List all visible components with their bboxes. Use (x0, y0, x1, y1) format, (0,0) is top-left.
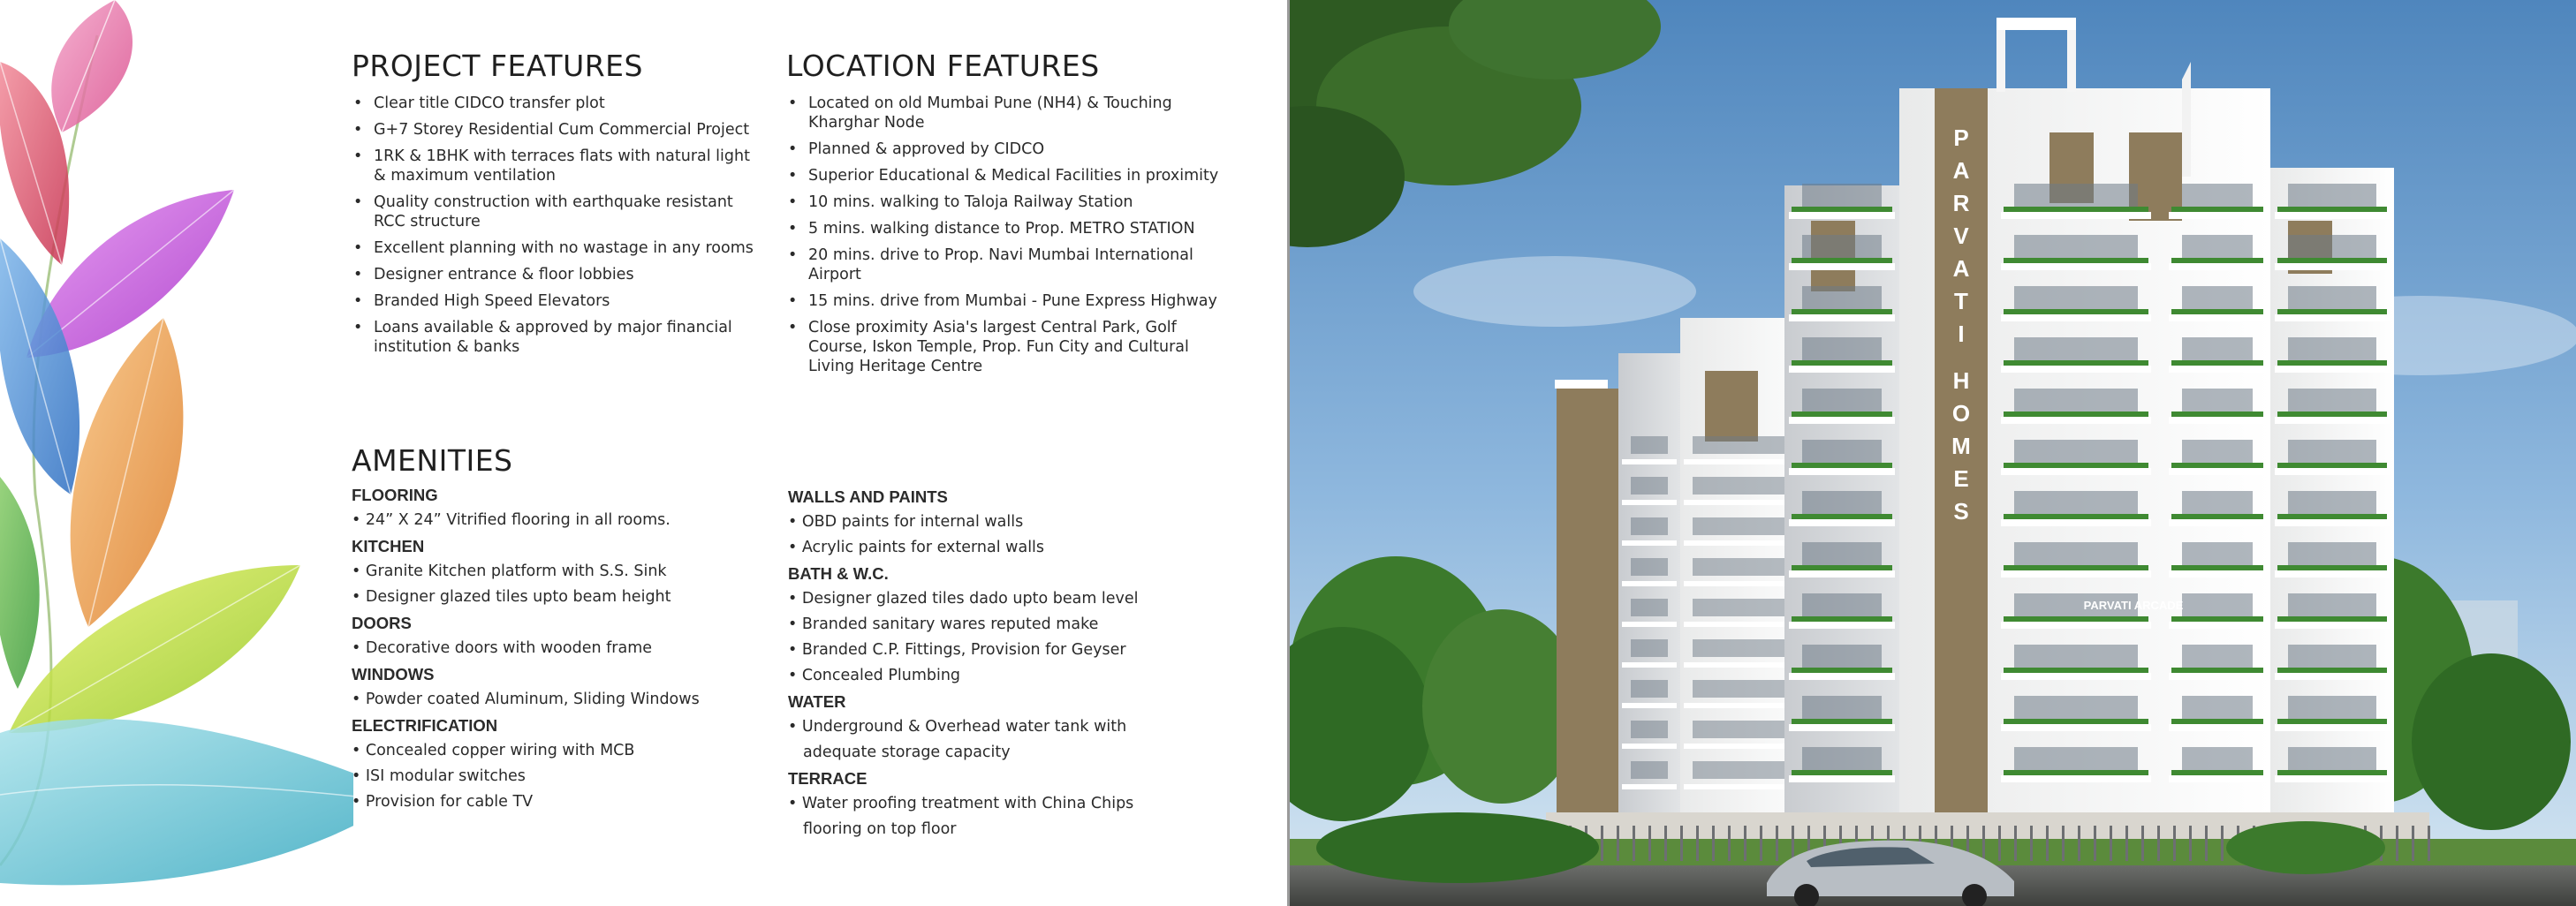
balcony-planter (2171, 514, 2263, 519)
project-features-list (352, 94, 758, 357)
window (2014, 440, 2138, 463)
balcony-rail (2001, 775, 2151, 782)
balcony-rail (2001, 519, 2151, 526)
list-item: • Loans available & approved by major financial institution & banks (352, 318, 758, 357)
list-item: • Concealed copper wiring with MCB (352, 742, 635, 759)
list-item: • ISI modular switches (352, 767, 526, 785)
list-item: • Designer glazed tiles upto beam height (352, 588, 671, 606)
list-item: • Provision for cable TV (352, 793, 534, 811)
window (1802, 286, 1882, 309)
balcony-rail (1622, 703, 1677, 708)
balcony-planter (2277, 668, 2387, 673)
window (1631, 436, 1668, 454)
electrification-heading: ELECTRIFICATION (352, 716, 498, 735)
window (2014, 337, 2138, 360)
window (2288, 491, 2376, 514)
fence-post (2030, 826, 2033, 861)
balcony-rail (1622, 784, 1677, 789)
window (1631, 558, 1668, 576)
balcony-rail (2275, 724, 2390, 731)
balcony-rail (2169, 314, 2266, 321)
balcony-planter (2171, 668, 2263, 673)
balcony-planter (2171, 616, 2263, 622)
balcony-rail (2275, 212, 2390, 219)
balcony-rail (2001, 622, 2151, 629)
fence-post (1648, 826, 1651, 861)
balcony-rail (2001, 417, 2151, 424)
amenities-section (352, 443, 740, 815)
window (1802, 542, 1882, 565)
balcony-planter (1792, 616, 1892, 622)
window (1631, 477, 1668, 495)
balcony-planter (2171, 565, 2263, 570)
window (2014, 747, 2138, 770)
window (1631, 721, 1668, 738)
list-item-continuation: adequate storage capacity (803, 744, 1011, 761)
balcony-rail (2169, 263, 2266, 270)
project-features-title: PROJECT FEATURES (352, 49, 643, 83)
balcony-rail (1789, 366, 1895, 373)
balcony-planter (2004, 258, 2148, 263)
window (2182, 645, 2253, 668)
fence-post (1728, 826, 1731, 861)
window (1802, 337, 1882, 360)
window (1802, 491, 1882, 514)
window (1802, 184, 1882, 207)
balcony-planter (2004, 668, 2148, 673)
list-item: • Branded sanitary wares reputed make (788, 615, 1099, 633)
list-item: • 1RK & 1BHK with terraces flats with natural light & maximum ventilation (352, 147, 758, 185)
fence-post (1633, 826, 1635, 861)
balcony-planter (2004, 770, 2148, 775)
balcony-rail (2001, 570, 2151, 578)
balcony-planter (2171, 258, 2263, 263)
window (2288, 542, 2376, 565)
window (2014, 645, 2138, 668)
window (2182, 747, 2253, 770)
fence-post (2046, 826, 2049, 861)
balcony-rail (2275, 263, 2390, 270)
building-illustration (1290, 0, 2576, 906)
balcony-planter (2171, 309, 2263, 314)
balcony-rail (2275, 673, 2390, 680)
list-item: • Powder coated Aluminum, Sliding Windows (352, 691, 700, 708)
doors-heading: DOORS (352, 614, 412, 632)
leaf-teal (0, 719, 353, 885)
leaf-blue (0, 238, 80, 495)
window (1802, 747, 1882, 770)
window (1631, 761, 1668, 779)
window (1631, 599, 1668, 616)
window (2182, 286, 2253, 309)
balcony-rail (2275, 314, 2390, 321)
balcony-planter (2004, 514, 2148, 519)
balcony-rail (2275, 366, 2390, 373)
window (2014, 235, 2138, 258)
balcony-planter (1792, 411, 1892, 417)
balcony-planter (2004, 411, 2148, 417)
window (2014, 696, 2138, 719)
fence-post (2205, 826, 2208, 861)
fence-post (2062, 826, 2065, 861)
balcony-rail (2169, 622, 2266, 629)
fence-post (1601, 826, 1603, 861)
list-item-continuation: flooring on top floor (803, 820, 957, 838)
list-item: • Underground & Overhead water tank with (788, 718, 1127, 736)
list-item: • Concealed Plumbing (788, 667, 961, 684)
bush (2226, 821, 2385, 874)
location-features-section (786, 49, 1237, 383)
leaf-lime (9, 565, 300, 733)
list-item: • 5 mins. walking distance to Prop. METRO STATION (786, 219, 1237, 238)
balcony-rail (1622, 459, 1677, 464)
window (1802, 440, 1882, 463)
window (2182, 491, 2253, 514)
balcony-planter (1792, 360, 1892, 366)
balcony-planter (2004, 616, 2148, 622)
window (2288, 337, 2376, 360)
kitchen-heading: KITCHEN (352, 537, 425, 555)
balcony-rail (2169, 212, 2266, 219)
vertical-sign: P A R V A T I H O M E S (1951, 125, 1971, 525)
bath-heading: BATH & W.C. (788, 564, 889, 583)
balcony-rail (2275, 417, 2390, 424)
window (2014, 286, 2138, 309)
fence-post (2396, 826, 2398, 861)
leaf-pink (51, 0, 133, 132)
list-item: • Planned & approved by CIDCO (786, 140, 1237, 159)
balcony-planter (1792, 719, 1892, 724)
balcony-planter (1792, 309, 1892, 314)
fence-post (1617, 826, 1619, 861)
window (2014, 184, 2138, 207)
terrace-heading: TERRACE (788, 769, 868, 788)
balcony-rail (1622, 540, 1677, 546)
balcony-planter (2171, 719, 2263, 724)
leaf-orange (71, 318, 184, 627)
balcony-rail (2001, 724, 2151, 731)
balcony-rail (2001, 212, 2151, 219)
list-item: • Excellent planning with no wastage in any rooms (352, 238, 758, 258)
balcony-rail (2169, 724, 2266, 731)
window (1802, 645, 1882, 668)
list-item: • Located on old Mumbai Pune (NH4) & Touching Kharghar Node (786, 94, 1237, 132)
fence-post (1680, 826, 1683, 861)
left-tower (1555, 318, 1822, 812)
balcony-planter (1792, 258, 1892, 263)
window (2182, 542, 2253, 565)
window (2288, 593, 2376, 616)
balcony-planter (2171, 463, 2263, 468)
balcony-rail (1789, 263, 1895, 270)
window (2288, 184, 2376, 207)
window (2182, 389, 2253, 411)
location-features-list (786, 94, 1237, 376)
window (2182, 593, 2253, 616)
bush (1316, 812, 1599, 883)
list-item: • Decorative doors with wooden frame (352, 639, 653, 657)
amenities-right-column (788, 484, 1194, 842)
balcony-rail (2169, 366, 2266, 373)
balcony-rail (2001, 366, 2151, 373)
list-item: • Designer glazed tiles dado upto beam level (788, 590, 1139, 608)
arcade-sign: PARVATI ARCADE (2083, 599, 2184, 612)
balcony-planter (1792, 463, 1892, 468)
balcony-rail (1789, 673, 1895, 680)
window (2288, 645, 2376, 668)
fence-post (2412, 826, 2414, 861)
window (2182, 696, 2253, 719)
fence-post (1744, 826, 1746, 861)
fence-post (1696, 826, 1699, 861)
fence-post (2110, 826, 2112, 861)
list-item: • Clear title CIDCO transfer plot (352, 94, 758, 113)
balcony-planter (2277, 719, 2387, 724)
balcony-planter (1792, 565, 1892, 570)
list-item: • OBD paints for internal walls (788, 513, 1024, 531)
balcony-planter (2277, 258, 2387, 263)
balcony-planter (1792, 770, 1892, 775)
balcony-rail (2001, 263, 2151, 270)
balcony-rail (2169, 570, 2266, 578)
balcony-planter (2004, 719, 2148, 724)
balcony-planter (2171, 411, 2263, 417)
balcony-rail (1789, 468, 1895, 475)
balcony-planter (2171, 207, 2263, 212)
balcony-rail (1622, 581, 1677, 586)
fence-post (2428, 826, 2430, 861)
balcony-planter (2004, 565, 2148, 570)
balcony-planter (2171, 770, 2263, 775)
balcony-planter (1792, 514, 1892, 519)
list-item: • Branded C.P. Fittings, Provision for Geyser (788, 641, 1126, 659)
list-item: • 24” X 24” Vitrified flooring in all rooms. (352, 511, 671, 529)
balcony-rail (1622, 622, 1677, 627)
balcony-rail (1789, 570, 1895, 578)
balcony-rail (2001, 314, 2151, 321)
fence-post (2014, 826, 2017, 861)
balcony-rail (2169, 417, 2266, 424)
fence-post (1664, 826, 1667, 861)
balcony-rail (2275, 468, 2390, 475)
fence-post (2157, 826, 2160, 861)
window (2014, 389, 2138, 411)
balcony-planter (2004, 207, 2148, 212)
fence-post (2221, 826, 2224, 861)
building-rendering (1290, 0, 2576, 906)
balcony-rail (2275, 622, 2390, 629)
list-item: • 15 mins. drive from Mumbai - Pune Express Highway (786, 291, 1237, 311)
balcony-rail (2169, 468, 2266, 475)
fence-post (1760, 826, 1762, 861)
amenities-title: AMENITIES (352, 443, 513, 478)
list-item: • Acrylic paints for external walls (788, 539, 1045, 556)
list-item: • Quality construction with earthquake resistant RCC structure (352, 193, 758, 231)
balcony-planter (2277, 309, 2387, 314)
window (2182, 235, 2253, 258)
balcony-rail (2275, 519, 2390, 526)
fence-post (2125, 826, 2128, 861)
fence-post (1712, 826, 1715, 861)
balcony-planter (2277, 360, 2387, 366)
balcony-rail (1789, 622, 1895, 629)
window (1802, 696, 1882, 719)
location-features-title: LOCATION FEATURES (786, 49, 1100, 83)
list-item: • 10 mins. walking to Taloja Railway Station (786, 193, 1237, 212)
fence-post (2078, 826, 2080, 861)
window (2288, 440, 2376, 463)
fence-post (2094, 826, 2096, 861)
list-item: • 20 mins. drive to Prop. Navi Mumbai International Airport (786, 245, 1237, 284)
balcony-rail (2001, 468, 2151, 475)
balcony-planter (2004, 463, 2148, 468)
balcony-rail (1622, 500, 1677, 505)
leaf-green (0, 477, 40, 689)
project-features-section (352, 49, 758, 364)
window (1802, 235, 1882, 258)
balcony-planter (2277, 514, 2387, 519)
balcony-planter (1792, 207, 1892, 212)
balcony-rail (1789, 519, 1895, 526)
window (1631, 517, 1668, 535)
fence-post (1792, 826, 1794, 861)
window (2288, 389, 2376, 411)
balcony-planter (2277, 411, 2387, 417)
balcony-planter (1792, 668, 1892, 673)
fence-post (2189, 826, 2192, 861)
balcony-planter (2277, 463, 2387, 468)
list-item: • G+7 Storey Residential Cum Commercial Project (352, 120, 758, 140)
list-item: • Close proximity Asia's largest Central Park, Golf Course, Iskon Temple, Prop. Fun City and Cultural Living Heritage Centre (786, 318, 1237, 376)
window (2182, 337, 2253, 360)
window (1631, 680, 1668, 698)
balcony-planter (2004, 309, 2148, 314)
window (1802, 389, 1882, 411)
flooring-heading: FLOORING (352, 486, 438, 504)
list-item: • Superior Educational & Medical Facilities in proximity (786, 166, 1237, 185)
list-item: • Branded High Speed Elevators (352, 291, 758, 311)
list-item: • Granite Kitchen platform with S.S. Sink (352, 562, 667, 580)
balcony-rail (1622, 744, 1677, 749)
fence-post (1776, 826, 1778, 861)
window (2182, 184, 2253, 207)
balcony-rail (2169, 519, 2266, 526)
fence-post (1998, 826, 2001, 861)
balcony-rail (1789, 724, 1895, 731)
walls-heading: WALLS AND PAINTS (788, 487, 948, 506)
fence-post (2141, 826, 2144, 861)
window (2288, 747, 2376, 770)
balcony-rail (1789, 775, 1895, 782)
window (2182, 440, 2253, 463)
balcony-rail (1789, 417, 1895, 424)
window (1631, 639, 1668, 657)
balcony-rail (2169, 673, 2266, 680)
balcony-rail (1789, 212, 1895, 219)
balcony-rail (2169, 775, 2266, 782)
window (2288, 696, 2376, 719)
list-item: • Designer entrance & floor lobbies (352, 265, 758, 284)
window (2288, 286, 2376, 309)
balcony-planter (2277, 770, 2387, 775)
window (2014, 491, 2138, 514)
window (2014, 542, 2138, 565)
balcony-rail (1789, 314, 1895, 321)
balcony-planter (2277, 207, 2387, 212)
balcony-rail (2275, 775, 2390, 782)
window (1802, 593, 1882, 616)
cloud (1413, 256, 1696, 327)
water-heading: WATER (788, 692, 846, 711)
leaves-illustration (0, 0, 353, 906)
balcony-planter (2277, 616, 2387, 622)
balcony-rail (1622, 662, 1677, 668)
balcony-planter (2171, 360, 2263, 366)
fence-post (1982, 826, 1985, 861)
balcony-rail (2275, 570, 2390, 578)
fence-post (2173, 826, 2176, 861)
balcony-rail (2001, 673, 2151, 680)
window (2288, 235, 2376, 258)
windows-heading: WINDOWS (352, 665, 435, 683)
balcony-planter (2277, 565, 2387, 570)
balcony-planter (2004, 360, 2148, 366)
list-item: • Water proofing treatment with China Chips (788, 795, 1134, 812)
